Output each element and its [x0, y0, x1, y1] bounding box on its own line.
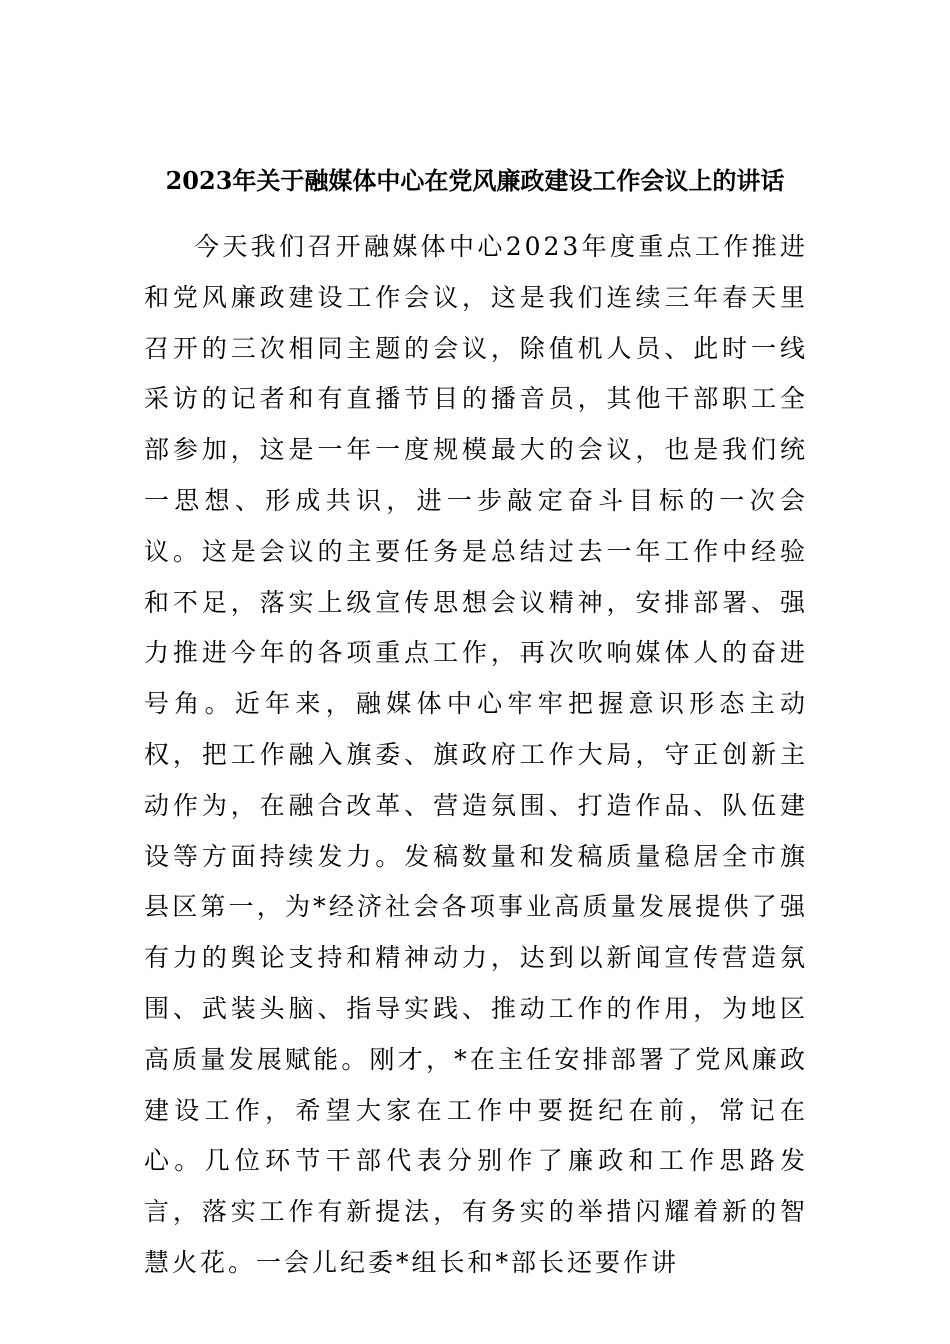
body-paragraph: 今天我们召开融媒体中心2023年度重点工作推进和党风廉政建设工作会议，这是我们连续三年春天里召开的三次相同主题的会议，除值机人员、此时一线采访的记者和有直播节目的播音员，其他干部职工全部参加，这是一年一度规模最大的会议，也是我们统一思想、形成共识，进一步敲定奋斗目标的一次会议。这是会议的主要任务是总结过去一年工作中经验和不足，落实上级宣传思想会议精神，安排部署、强力推进今年的各项重点工作，再次吹响媒体人的奋进号角。近年来，融媒体中心牢牢把握意识形态主动权，把工作融入旗委、旗政府工作大局，守正创新主动作为，在融合改革、营造氛围、打造作品、队伍建设等方面持续发力。发稿数量和发稿质量稳居全市旗县区第一，为*经济社会各项事业高质量发展提供了强有力的舆论支持和精神动力，达到以新闻宣传营造氛围、武装头脑、指导实践、推动工作的作用，为地区高质量发展赋能。刚才，*在主任安排部署了党风廉政建设工作，希望大家在工作中要挺纪在前，常记在心。几位环节干部代表分别作了廉政和工作思路发言，落实工作有新提法，有务实的举措闪耀着新的智慧火花。一会儿纪委*组长和*部长还要作讲	[144, 232, 808, 1277]
document-title: 2023年关于融媒体中心在党风廉政建设工作会议上的讲话	[165, 166, 785, 195]
document-body	[144, 222, 808, 1277]
